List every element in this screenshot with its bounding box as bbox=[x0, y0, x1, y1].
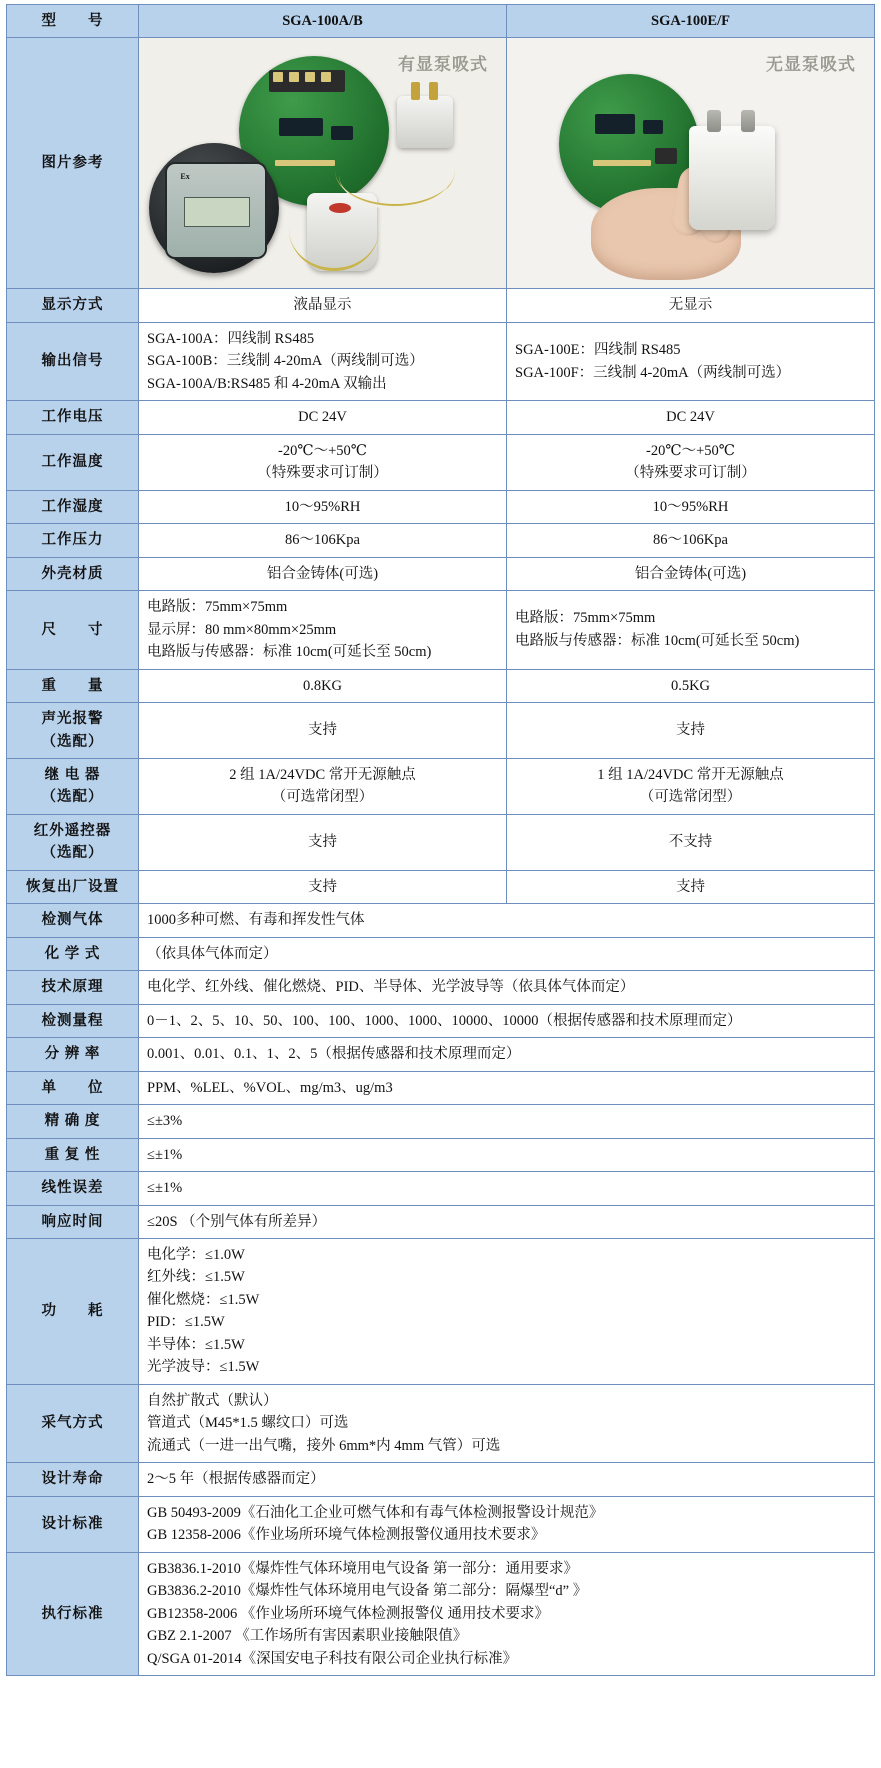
cell-line: SGA-100A/B:RS485 和 4-20mA 双输出 bbox=[147, 375, 387, 392]
cell-line: ≤20S （个别气体有所差异） bbox=[147, 1213, 327, 1230]
table-row bbox=[7, 870, 875, 903]
table-row bbox=[7, 1384, 875, 1462]
row-label bbox=[7, 1552, 139, 1675]
row-label-line: 功 耗 bbox=[41, 1303, 104, 1320]
table-row bbox=[7, 557, 875, 590]
cell-line: （特殊要求可订制） bbox=[625, 465, 756, 482]
cell-line: ≤±1% bbox=[147, 1180, 183, 1197]
row-label bbox=[7, 1172, 139, 1205]
cell-line: GB3836.2-2010《爆炸性气体环境用电气设备 第二部分：隔爆型“d” 》 bbox=[147, 1583, 588, 1600]
cell-line: 0.8KG bbox=[302, 677, 343, 694]
cell-model-a bbox=[139, 591, 507, 669]
cell-line: 电路版与传感器：标准 10cm(可延长至 50cm) bbox=[147, 644, 432, 661]
cell-model-b bbox=[507, 758, 875, 814]
cell-line: 2 组 1A/24VDC 常开无源触点 bbox=[229, 766, 416, 783]
cell-line: 电路版：75mm×75mm bbox=[515, 610, 656, 627]
cell-line: SGA-100F：三线制 4-20mA（两线制可选） bbox=[515, 364, 791, 381]
cell-line: 支持 bbox=[676, 878, 705, 895]
table-row bbox=[7, 490, 875, 523]
row-label-line: 线性误差 bbox=[41, 1180, 104, 1197]
table-row bbox=[7, 289, 875, 322]
row-label-line: （选配） bbox=[41, 845, 104, 862]
row-label-line: 分 辨 率 bbox=[44, 1046, 101, 1063]
cell-model-b bbox=[507, 669, 875, 702]
photo-tag-a: 有显泵吸式 bbox=[398, 55, 488, 75]
row-label-line: （选配） bbox=[41, 733, 104, 750]
cell-model-a bbox=[139, 870, 507, 903]
cell-line: SGA-100E：四线制 RS485 bbox=[515, 342, 681, 359]
cell-model-a bbox=[139, 490, 507, 523]
cell-merged-value bbox=[139, 1239, 875, 1385]
row-label-line: 响应时间 bbox=[41, 1213, 104, 1230]
cell-line: GBZ 2.1-2007 《工作场所有害因素职业接触限值》 bbox=[147, 1628, 468, 1645]
row-label bbox=[7, 1138, 139, 1171]
cell-model-a bbox=[139, 814, 507, 870]
cell-model-a bbox=[139, 703, 507, 759]
cell-line: 1000多种可燃、有毒和挥发性气体 bbox=[147, 912, 365, 929]
cell-line: 电化学、红外线、催化燃烧、PID、半导体、光学波导等（依具体气体而定） bbox=[147, 979, 635, 996]
table-row bbox=[7, 1496, 875, 1552]
cell-line: （可选常闭型） bbox=[639, 789, 742, 806]
cell-merged-value bbox=[139, 971, 875, 1004]
cell-model-b bbox=[507, 524, 875, 557]
row-label-line: 恢复出厂设置 bbox=[26, 878, 119, 895]
cell-line: DC 24V bbox=[666, 409, 715, 426]
cell-line: 铝合金铸体(可选) bbox=[634, 565, 747, 582]
cell-line: PPM、%LEL、%VOL、mg/m3、ug/m3 bbox=[147, 1079, 393, 1096]
cell-line: 支持 bbox=[308, 878, 337, 895]
table-row-header bbox=[7, 5, 875, 38]
table-row bbox=[7, 1038, 875, 1071]
cell-line: 0－1、2、5、10、50、100、100、1000、1000、10000、10000（根据传感器和技术原理而定） bbox=[147, 1012, 742, 1029]
cell-model-b bbox=[507, 870, 875, 903]
row-label bbox=[7, 758, 139, 814]
row-label-line: 显示方式 bbox=[41, 297, 104, 314]
cell-line: 电路版：75mm×75mm bbox=[147, 599, 288, 616]
row-label bbox=[7, 1038, 139, 1071]
cell-line: 支持 bbox=[308, 722, 337, 739]
row-label-line: 工作压力 bbox=[41, 532, 104, 549]
cell-model-b bbox=[507, 289, 875, 322]
cell-merged-value bbox=[139, 1038, 875, 1071]
display-meter-icon: Ex bbox=[149, 143, 279, 273]
cell-model-a bbox=[139, 524, 507, 557]
header-model-a: SGA-100A/B bbox=[139, 5, 507, 38]
cell-line: GB 12358-2006《作业场所环境气体检测报警仪通用技术要求》 bbox=[147, 1527, 546, 1544]
cell-model-b bbox=[507, 703, 875, 759]
row-label-line: 红外遥控器 bbox=[33, 822, 112, 839]
row-label-line: 继 电 器 bbox=[44, 766, 101, 783]
cell-merged-value bbox=[139, 937, 875, 970]
cell-line: 10～95%RH bbox=[284, 498, 361, 515]
cell-model-b bbox=[507, 814, 875, 870]
cell-merged-value bbox=[139, 1071, 875, 1104]
table-row bbox=[7, 1239, 875, 1385]
cell-line: 自然扩散式（默认） bbox=[147, 1392, 278, 1409]
cell-model-b bbox=[507, 434, 875, 490]
cell-line: 电化学：≤1.0W bbox=[147, 1247, 245, 1263]
cell-line: 支持 bbox=[676, 722, 705, 739]
table-row bbox=[7, 1463, 875, 1496]
cell-line: 不支持 bbox=[668, 834, 713, 851]
row-label bbox=[7, 1463, 139, 1496]
row-label-line: 工作电压 bbox=[41, 409, 104, 426]
row-label-line: 检测气体 bbox=[41, 912, 104, 929]
cell-merged-value bbox=[139, 1205, 875, 1238]
cell-model-a bbox=[139, 669, 507, 702]
row-label-line: 化 学 式 bbox=[44, 945, 101, 962]
cell-line: SGA-100B：三线制 4-20mA（两线制可选） bbox=[147, 353, 424, 370]
cell-line: GB3836.1-2010《爆炸性气体环境用电气设备 第一部分：通用要求》 bbox=[147, 1560, 578, 1577]
header-label: 型 号 bbox=[7, 5, 139, 38]
table-body bbox=[7, 5, 875, 1676]
row-label-line: 单 位 bbox=[41, 1079, 104, 1096]
cell-line: 1 组 1A/24VDC 常开无源触点 bbox=[597, 766, 784, 783]
photo-cell-a bbox=[139, 38, 507, 289]
table-row bbox=[7, 1205, 875, 1238]
row-label bbox=[7, 557, 139, 590]
row-label bbox=[7, 669, 139, 702]
cell-merged-value bbox=[139, 1138, 875, 1171]
row-label-line: 精 确 度 bbox=[44, 1113, 101, 1130]
table-row bbox=[7, 524, 875, 557]
cell-line: 86～106Kpa bbox=[653, 532, 728, 549]
cell-merged-value bbox=[139, 1384, 875, 1462]
cell-model-a bbox=[139, 289, 507, 322]
row-label bbox=[7, 971, 139, 1004]
cell-line: 催化燃烧：≤1.5W bbox=[147, 1291, 260, 1308]
cell-line: 10～95%RH bbox=[652, 498, 729, 515]
row-label bbox=[7, 937, 139, 970]
cell-model-a bbox=[139, 322, 507, 400]
cell-line: GB 50493-2009《石油化工企业可燃气体和有毒气体检测报警设计规范》 bbox=[147, 1504, 604, 1521]
cell-model-b bbox=[507, 401, 875, 434]
row-label-line: 重 复 性 bbox=[44, 1146, 101, 1163]
photo-cell-b bbox=[507, 38, 875, 289]
table-row bbox=[7, 401, 875, 434]
row-label-line: （选配） bbox=[41, 789, 104, 806]
cell-line: -20℃～+50℃ bbox=[278, 442, 367, 459]
row-label bbox=[7, 1205, 139, 1238]
row-label-line: 技术原理 bbox=[41, 979, 104, 996]
row-label-line: 重 量 bbox=[41, 677, 104, 694]
cell-model-a bbox=[139, 401, 507, 434]
row-label bbox=[7, 289, 139, 322]
cell-line: 红外线：≤1.5W bbox=[147, 1269, 245, 1286]
cell-merged-value bbox=[139, 1172, 875, 1205]
cell-line: SGA-100A：四线制 RS485 bbox=[147, 330, 315, 347]
cell-model-b bbox=[507, 557, 875, 590]
cell-line: （特殊要求可订制） bbox=[257, 465, 388, 482]
table-row bbox=[7, 1172, 875, 1205]
row-label bbox=[7, 904, 139, 937]
cell-model-b bbox=[507, 490, 875, 523]
row-label-line: 采气方式 bbox=[41, 1415, 104, 1432]
cell-line: Q/SGA 01-2014《深国安电子科技有限公司企业执行标准》 bbox=[147, 1650, 518, 1667]
header-model-b: SGA-100E/F bbox=[507, 5, 875, 38]
row-label-line: 设计寿命 bbox=[41, 1471, 104, 1488]
row-label bbox=[7, 591, 139, 669]
row-label bbox=[7, 434, 139, 490]
cell-line: （可选常闭型） bbox=[271, 789, 374, 806]
cell-model-a bbox=[139, 557, 507, 590]
table-row bbox=[7, 904, 875, 937]
table-row bbox=[7, 1105, 875, 1138]
cell-merged-value bbox=[139, 1105, 875, 1138]
row-label bbox=[7, 703, 139, 759]
cell-line: 支持 bbox=[308, 834, 337, 851]
row-label-line: 外壳材质 bbox=[41, 565, 104, 582]
cell-line: 86～106Kpa bbox=[285, 532, 360, 549]
cell-line: 0.5KG bbox=[670, 677, 711, 694]
cell-line: DC 24V bbox=[298, 409, 347, 426]
row-label bbox=[7, 1004, 139, 1037]
table-row bbox=[7, 1552, 875, 1675]
table-row bbox=[7, 1138, 875, 1171]
cell-line: 光学波导：≤1.5W bbox=[147, 1359, 260, 1376]
specification-table bbox=[6, 4, 875, 1676]
table-row bbox=[7, 971, 875, 1004]
row-label-line: 执行标准 bbox=[41, 1605, 104, 1622]
cell-line: 半导体：≤1.5W bbox=[147, 1336, 245, 1353]
row-label-line: 输出信号 bbox=[41, 353, 104, 370]
table-row bbox=[7, 591, 875, 669]
cell-line: 显示屏：80 mm×80mm×25mm bbox=[147, 621, 337, 638]
row-label bbox=[7, 524, 139, 557]
cell-merged-value bbox=[139, 1004, 875, 1037]
row-label bbox=[7, 1105, 139, 1138]
cell-merged-value bbox=[139, 1552, 875, 1675]
cell-merged-value bbox=[139, 1463, 875, 1496]
row-label bbox=[7, 490, 139, 523]
cell-line: 0.001、0.01、0.1、1、2、5（根据传感器和技术原理而定） bbox=[147, 1046, 521, 1063]
sensor-probe-icon bbox=[689, 126, 775, 230]
cell-model-a bbox=[139, 434, 507, 490]
cell-line: 无显示 bbox=[668, 297, 713, 314]
cell-line: -20℃～+50℃ bbox=[646, 442, 735, 459]
photo-tag-b: 无显泵吸式 bbox=[766, 55, 856, 75]
table-row bbox=[7, 758, 875, 814]
cell-line: PID：≤1.5W bbox=[147, 1314, 225, 1331]
cell-line: ≤±1% bbox=[147, 1146, 183, 1163]
cell-line: 流通式（一进一出气嘴，接外 6mm*内 4mm 气管）可选 bbox=[147, 1437, 501, 1454]
table-row-photos bbox=[7, 38, 875, 289]
cell-line: （依具体气体而定） bbox=[147, 945, 278, 962]
row-label-line: 工作湿度 bbox=[41, 498, 104, 515]
cell-line: ≤±3% bbox=[147, 1113, 183, 1130]
row-label bbox=[7, 1239, 139, 1385]
row-label bbox=[7, 814, 139, 870]
row-label bbox=[7, 322, 139, 400]
cell-line: 液晶显示 bbox=[293, 297, 352, 314]
cell-line: 2～5 年（根据传感器而定） bbox=[147, 1471, 325, 1488]
row-label-line: 声光报警 bbox=[41, 711, 104, 728]
table-row bbox=[7, 814, 875, 870]
row-label-line: 工作温度 bbox=[41, 454, 104, 471]
cell-model-b bbox=[507, 322, 875, 400]
row-label bbox=[7, 1496, 139, 1552]
row-label bbox=[7, 1384, 139, 1462]
cell-model-a bbox=[139, 758, 507, 814]
photo-row-label: 图片参考 bbox=[7, 38, 139, 289]
table-row bbox=[7, 937, 875, 970]
table-row bbox=[7, 1004, 875, 1037]
cell-line: 管道式（M45*1.5 螺纹口）可选 bbox=[147, 1415, 349, 1432]
cell-line: GB12358-2006 《作业场所环境气体检测报警仪 通用技术要求》 bbox=[147, 1605, 549, 1622]
cell-model-b bbox=[507, 591, 875, 669]
row-label-line: 检测量程 bbox=[41, 1012, 104, 1029]
cell-line: 铝合金铸体(可选) bbox=[266, 565, 379, 582]
row-label-line: 尺 寸 bbox=[41, 621, 104, 638]
row-label-line: 设计标准 bbox=[41, 1515, 104, 1532]
table-row bbox=[7, 703, 875, 759]
table-row bbox=[7, 322, 875, 400]
table-row bbox=[7, 434, 875, 490]
row-label bbox=[7, 870, 139, 903]
cell-merged-value bbox=[139, 904, 875, 937]
row-label bbox=[7, 401, 139, 434]
row-label bbox=[7, 1071, 139, 1104]
table-row bbox=[7, 1071, 875, 1104]
cell-line: 电路版与传感器：标准 10cm(可延长至 50cm) bbox=[515, 632, 800, 649]
cell-merged-value bbox=[139, 1496, 875, 1552]
table-row bbox=[7, 669, 875, 702]
